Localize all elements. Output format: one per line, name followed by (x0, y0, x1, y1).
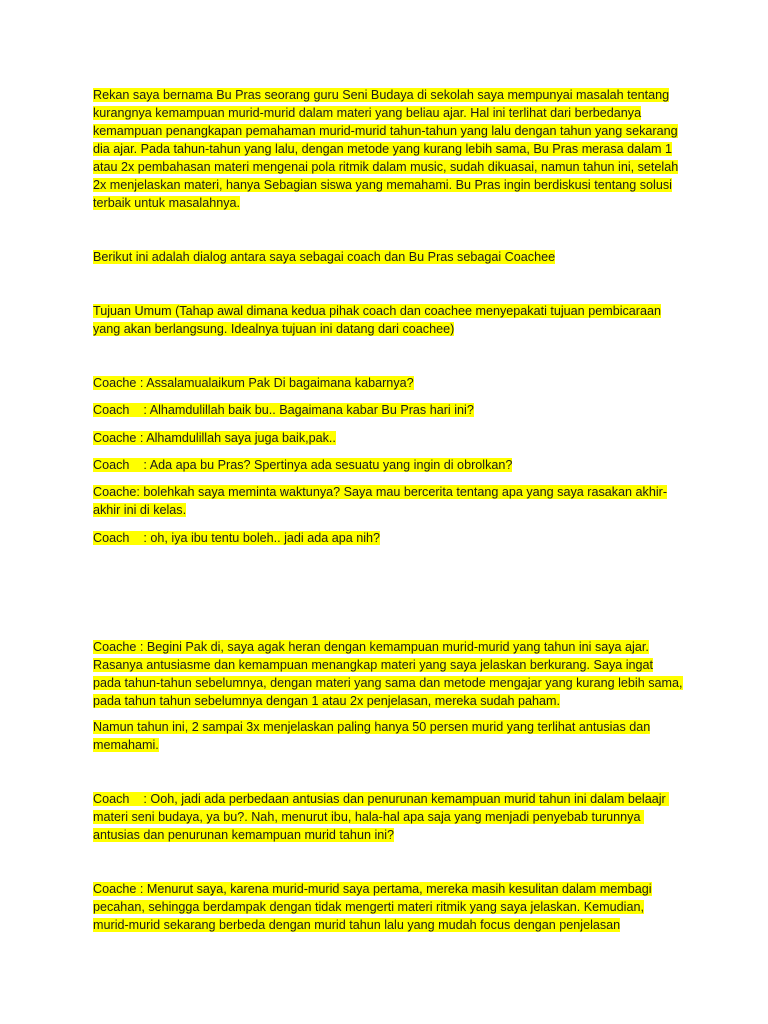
goal-text: Tujuan Umum (Tahap awal dimana kedua pihak coach dan coachee menyepakati tujuan pembicaraan yang akan berlangsung. Idealnya tujuan ini datang dari coachee) (93, 304, 661, 336)
dialog-line (93, 456, 683, 474)
intro-text: Rekan saya bernama Bu Pras seorang guru Seni Budaya di sekolah saya mempunyai masalah tentang kurangnya kemampuan murid-murid dalam materi yang beliau ajar. Hal ini terlihat dari berbedanya kemampuan penangkapan pemahaman murid-murid tahun-tahun yang lalu dengan tahun yang sekarang dia ajar. Pada tahun-tahun yang lalu, dengan metode yang kurang lebih sama, Bu Pras merasa dalam 1 atau 2x pembahasan materi mengenai pola ritmik dalam music, sudah dikuasai, namun tahun ini, setelah 2x menjelaskan materi, hanya Sebagian siswa yang memahami. Bu Pras ingin berdiskusi tentang solusi terbaik untuk masalahnya. (93, 88, 679, 210)
dialog-line (93, 401, 683, 419)
dialog-line (93, 638, 683, 710)
dialog-line-text: Coache: bolehkah saya meminta waktunya? Saya mau bercerita tentang apa yang saya rasakan akhir-akhir ini di kelas. (93, 485, 668, 517)
dialog-line-text: Coach : Ooh, jadi ada perbedaan antusias dan penurunan kemampuan murid tahun ini dalam belaajr materi seni budaya, ya bu?. Nah, menurut ibu, hala-hal apa saja yang menjadi penyebab turunnya antusias dan penurunan kemampuan murid tahun ini? (93, 792, 670, 842)
dialog-intro-paragraph (93, 248, 683, 266)
dialog-line (93, 429, 683, 447)
dialog-line-text: Namun tahun ini, 2 sampai 3x menjelaskan paling hanya 50 persen murid yang terlihat antusias dan memahami. (93, 720, 651, 752)
dialog-line-text: Coache : Begini Pak di, saya agak heran dengan kemampuan murid-murid yang tahun ini saya ajar. Rasanya antusiasme dan kemampuan menangkap materi yang saya jelaskan berkurang. Saya ingat pada tahun-tahun sebelumnya, dengan materi yang sama dan metode mengajar yang kurang lebih sama, pada tahun tahun sebelumnya dengan 1 atau 2x penjelasan, mereka sudah paham. (93, 640, 683, 708)
dialog-line (93, 718, 683, 754)
dialog-line-text: Coach : Alhamdulillah baik bu.. Bagaimana kabar Bu Pras hari ini? (93, 403, 474, 417)
goal-paragraph (93, 302, 683, 338)
dialog-line (93, 880, 683, 934)
dialog-line (93, 374, 683, 392)
dialog-line-text: Coache : Alhamdulillah saya juga baik,pak.. (93, 431, 336, 445)
dialog-line-text: Coache : Menurut saya, karena murid-murid saya pertama, mereka masih kesulitan dalam membagi pecahan, sehingga berdampak dengan tidak mengerti materi ritmik yang saya jelaskan. Kemudian, murid-murid sekarang berbeda dengan murid tahun lalu yang mudah focus dengan penjelasan (93, 882, 652, 932)
dialog-line-text: Coach : oh, iya ibu tentu boleh.. jadi ada apa nih? (93, 531, 381, 545)
dialog-line (93, 529, 683, 547)
dialog-line (93, 483, 683, 519)
intro-paragraph (93, 86, 683, 212)
dialog-line (93, 790, 683, 844)
dialog-intro-text: Berikut ini adalah dialog antara saya sebagai coach dan Bu Pras sebagai Coachee (93, 250, 556, 264)
dialog-line-text: Coach : Ada apa bu Pras? Spertinya ada sesuatu yang ingin di obrolkan? (93, 458, 513, 472)
dialog-line-text: Coache : Assalamualaikum Pak Di bagaimana kabarnya? (93, 376, 414, 390)
